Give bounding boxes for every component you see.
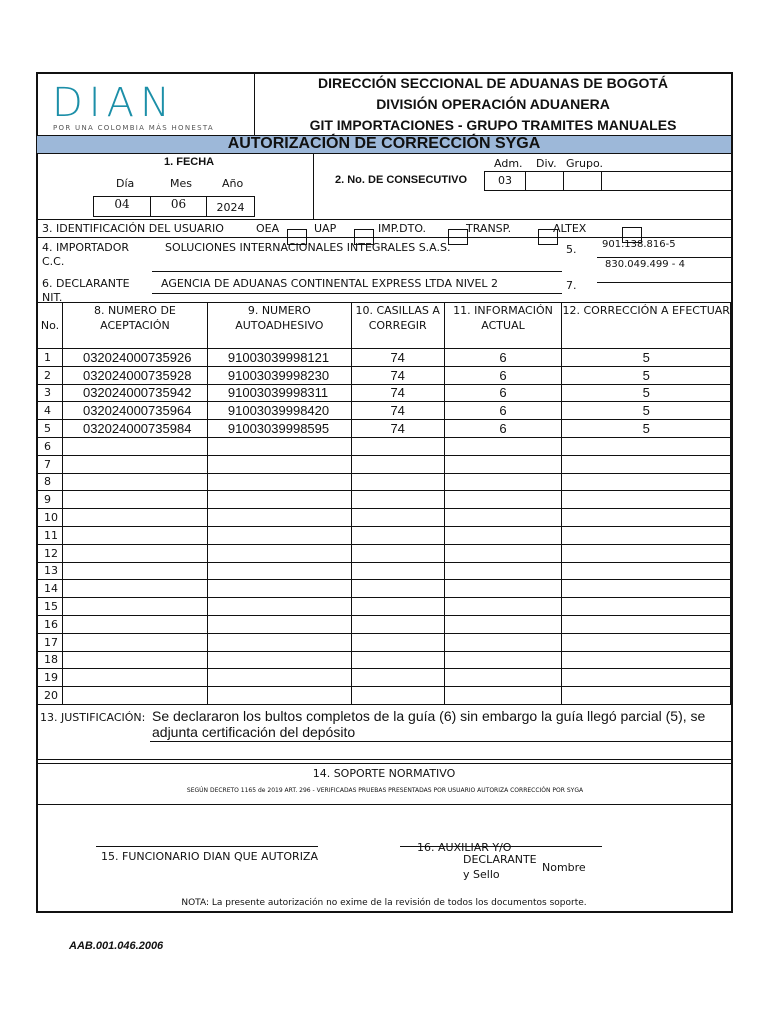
row-number: 9: [38, 491, 63, 509]
correccion[interactable]: [562, 455, 731, 473]
table-row: [38, 651, 731, 669]
funcionario-label: 15. FUNCIONARIO DIAN QUE AUTORIZA: [101, 850, 318, 863]
table-row: [38, 669, 731, 687]
row-number: 19: [38, 669, 63, 687]
correccion[interactable]: [562, 687, 731, 705]
info-actual[interactable]: [444, 544, 562, 562]
logo-area: [36, 72, 255, 135]
numero-aceptacion[interactable]: [62, 473, 207, 491]
declarante-nit: NIT.: [42, 291, 63, 304]
field7-label: 7.: [566, 279, 577, 292]
numero-aceptacion[interactable]: [62, 615, 207, 633]
table-row: [38, 509, 731, 527]
table-row: [38, 544, 731, 562]
table-row: [38, 633, 731, 651]
fecha-label: 1. FECHA: [164, 156, 215, 168]
numero-aceptacion[interactable]: [62, 598, 207, 616]
row-number: 5: [38, 420, 63, 438]
underline: [152, 293, 562, 294]
declarante-value: AGENCIA DE ADUANAS CONTINENTAL EXPRESS LTDA NIVEL 2: [161, 277, 499, 290]
correccion[interactable]: [562, 509, 731, 527]
ano-field[interactable]: 2024: [206, 196, 255, 217]
info-actual[interactable]: [444, 598, 562, 616]
table-row: [38, 402, 731, 420]
mes-field[interactable]: 06: [150, 196, 207, 217]
importador-value: SOLUCIONES INTERNACIONALES INTEGRALES S.A.S.: [165, 241, 451, 254]
numero-autoadhesivo[interactable]: [207, 615, 351, 633]
row-number: 7: [38, 455, 63, 473]
numero-autoadhesivo[interactable]: [207, 651, 351, 669]
divider: [37, 237, 731, 238]
field5-label: 5.: [566, 243, 577, 256]
numero-autoadhesivo[interactable]: [207, 509, 351, 527]
header-line1: DIRECCIÓN SECCIONAL DE ADUANAS DE BOGOTÁ: [317, 75, 669, 91]
numero-autoadhesivo[interactable]: 91003039998595: [207, 420, 351, 438]
correccion[interactable]: 5: [562, 349, 731, 367]
divider: [37, 763, 731, 764]
numero-autoadhesivo[interactable]: 91003039998420: [207, 402, 351, 420]
importador-cc: C.C.: [42, 255, 65, 268]
numero-autoadhesivo[interactable]: [207, 544, 351, 562]
col-autoadhesivo: 9. NUMERO AUTOADHESIVO: [207, 303, 351, 349]
casillas[interactable]: [351, 633, 444, 651]
col-correccion: 12. CORRECCIÓN A EFECTUAR: [562, 303, 731, 349]
numero-autoadhesivo[interactable]: [207, 473, 351, 491]
footer-code: AAB.001.046.2006: [69, 940, 164, 952]
info-actual[interactable]: 6: [444, 366, 562, 384]
correccion[interactable]: [562, 544, 731, 562]
table-row: [38, 526, 731, 544]
correccion[interactable]: [562, 473, 731, 491]
sello-label: y Sello: [463, 868, 500, 881]
auxiliar-label: 16. AUXILIAR Y/O: [417, 841, 512, 854]
row-number: 8: [38, 473, 63, 491]
form-title: AUTORIZACIÓN DE CORRECCIÓN SYGA: [37, 135, 731, 154]
justificacion-line2[interactable]: adjunta certificación del depósito: [152, 724, 356, 740]
numero-aceptacion[interactable]: 032024000735964: [62, 402, 207, 420]
table-row: [38, 615, 731, 633]
info-actual[interactable]: [444, 580, 562, 598]
row-number: 12: [38, 544, 63, 562]
numero-autoadhesivo[interactable]: [207, 526, 351, 544]
consecutivo-field[interactable]: [601, 171, 733, 191]
casillas[interactable]: [351, 651, 444, 669]
numero-aceptacion[interactable]: [62, 651, 207, 669]
casillas[interactable]: [351, 615, 444, 633]
info-actual[interactable]: [444, 491, 562, 509]
table-row: [38, 349, 731, 367]
casillas[interactable]: [351, 509, 444, 527]
table-row: [38, 598, 731, 616]
info-actual[interactable]: [444, 455, 562, 473]
table-row: [38, 420, 731, 438]
table-row: [38, 491, 731, 509]
dia-field[interactable]: 04: [93, 196, 151, 217]
numero-aceptacion[interactable]: [62, 633, 207, 651]
casillas[interactable]: 74: [351, 384, 444, 402]
numero-aceptacion[interactable]: 032024000735928: [62, 366, 207, 384]
option-uap: UAP: [314, 222, 337, 235]
logo-tagline: POR UNA COLOMBIA MÁS HONESTA: [53, 124, 214, 132]
soporte-text: SEGÚN DECRETO 1165 de 2019 ART. 296 - VERIFICADAS PRUEBAS PRESENTADAS POR USUARIO AUTORIZA CORRECCIÓN POR SYGA: [186, 787, 584, 794]
info-actual[interactable]: [444, 473, 562, 491]
row-number: 20: [38, 687, 63, 705]
numero-aceptacion[interactable]: [62, 669, 207, 687]
grupo-label: Grupo.: [566, 157, 604, 170]
header-line2: DIVISIÓN OPERACIÓN ADUANERA: [376, 96, 610, 112]
col-no: No.: [38, 303, 63, 349]
info-actual[interactable]: [444, 437, 562, 455]
numero-aceptacion[interactable]: [62, 562, 207, 580]
nombre-label: Nombre: [542, 861, 586, 874]
numero-autoadhesivo[interactable]: [207, 491, 351, 509]
declarante-label: 6. DECLARANTE: [42, 277, 130, 290]
dian-logo: DIAN: [52, 80, 176, 126]
row-number: 16: [38, 615, 63, 633]
casillas[interactable]: 74: [351, 349, 444, 367]
option-oea: OEA: [256, 222, 280, 235]
table-row: [38, 562, 731, 580]
correccion[interactable]: [562, 669, 731, 687]
casillas[interactable]: 74: [351, 420, 444, 438]
divider: [37, 219, 731, 220]
option-impdto: IMP.DTO.: [378, 222, 427, 235]
info-actual[interactable]: [444, 651, 562, 669]
importador-label: 4. IMPORTADOR: [42, 241, 130, 254]
table-row: [38, 473, 731, 491]
underline: [597, 282, 731, 283]
info-actual[interactable]: 6: [444, 420, 562, 438]
adm-label: Adm.: [494, 157, 523, 170]
underline: [152, 271, 562, 272]
casillas[interactable]: [351, 580, 444, 598]
correccion[interactable]: [562, 651, 731, 669]
numero-aceptacion[interactable]: 032024000735942: [62, 384, 207, 402]
info-actual[interactable]: [444, 562, 562, 580]
numero-autoadhesivo[interactable]: [207, 455, 351, 473]
corrections-table: [37, 302, 731, 705]
row-number: 4: [38, 402, 63, 420]
numero-aceptacion[interactable]: [62, 509, 207, 527]
correccion[interactable]: [562, 437, 731, 455]
row-number: 1: [38, 349, 63, 367]
numero-aceptacion[interactable]: [62, 544, 207, 562]
col-aceptacion: 8. NUMERO DE ACEPTACIÓN: [62, 303, 207, 349]
correccion[interactable]: [562, 598, 731, 616]
correccion[interactable]: 5: [562, 402, 731, 420]
justificacion-label: 13. JUSTIFICACIÓN:: [40, 711, 146, 724]
header-line3: GIT IMPORTACIONES - GRUPO TRAMITES MANUALES: [309, 117, 677, 133]
field7-value: 830.049.499 - 4: [605, 259, 685, 270]
casillas[interactable]: 74: [351, 366, 444, 384]
underline: [597, 257, 731, 258]
numero-aceptacion[interactable]: [62, 526, 207, 544]
info-actual[interactable]: [444, 509, 562, 527]
correccion[interactable]: 5: [562, 384, 731, 402]
row-number: 14: [38, 580, 63, 598]
div-field[interactable]: [525, 171, 564, 191]
div-label: Div.: [536, 157, 557, 170]
row-number: 10: [38, 509, 63, 527]
numero-aceptacion[interactable]: 032024000735926: [62, 349, 207, 367]
correccion[interactable]: [562, 491, 731, 509]
divider: [37, 804, 731, 805]
divider: [313, 153, 314, 219]
correccion[interactable]: [562, 562, 731, 580]
underline: [150, 741, 731, 742]
declarante-sign-label: DECLARANTE: [463, 853, 537, 866]
numero-autoadhesivo[interactable]: [207, 562, 351, 580]
row-number: 2: [38, 366, 63, 384]
casillas[interactable]: [351, 437, 444, 455]
soporte-label: 14. SOPORTE NORMATIVO: [312, 767, 456, 780]
casillas[interactable]: 74: [351, 402, 444, 420]
table-row: [38, 455, 731, 473]
justificacion-line1[interactable]: Se declararon los bultos completos de la guía (6) sin embargo la guía llegó parcial (5), se: [152, 708, 706, 724]
casillas[interactable]: [351, 526, 444, 544]
option-transp: TRANSP.: [466, 222, 512, 235]
casillas[interactable]: [351, 544, 444, 562]
mes-label: Mes: [170, 177, 192, 190]
casillas[interactable]: [351, 598, 444, 616]
row-number: 17: [38, 633, 63, 651]
numero-aceptacion[interactable]: [62, 437, 207, 455]
info-actual[interactable]: [444, 633, 562, 651]
numero-autoadhesivo[interactable]: [207, 580, 351, 598]
table-row: [38, 580, 731, 598]
casillas[interactable]: [351, 473, 444, 491]
table-header: [38, 303, 731, 349]
nota: NOTA: La presente autorización no exime de la revisión de todos los documentos soporte.: [181, 898, 587, 908]
info-actual[interactable]: [444, 615, 562, 633]
adm-field[interactable]: 03: [484, 171, 526, 191]
correccion[interactable]: [562, 633, 731, 651]
info-actual[interactable]: [444, 669, 562, 687]
consecutivo-label: 2. No. DE CONSECUTIVO: [335, 174, 468, 186]
table-row: [38, 366, 731, 384]
casillas[interactable]: [351, 687, 444, 705]
info-actual[interactable]: 6: [444, 384, 562, 402]
casillas[interactable]: [351, 669, 444, 687]
signature-line: [96, 846, 318, 847]
table-row: [38, 687, 731, 705]
numero-autoadhesivo[interactable]: [207, 633, 351, 651]
field5-value: 901.138.816-5: [602, 239, 676, 250]
numero-autoadhesivo[interactable]: [207, 687, 351, 705]
table-row: [38, 384, 731, 402]
info-actual[interactable]: 6: [444, 402, 562, 420]
numero-aceptacion[interactable]: [62, 491, 207, 509]
casillas[interactable]: [351, 455, 444, 473]
numero-aceptacion[interactable]: [62, 580, 207, 598]
grupo-field[interactable]: [563, 171, 602, 191]
correccion[interactable]: 5: [562, 420, 731, 438]
row-number: 13: [38, 562, 63, 580]
correccion[interactable]: [562, 615, 731, 633]
col-info-actual: 11. INFORMACIÓN ACTUAL: [444, 303, 562, 349]
correccion[interactable]: [562, 580, 731, 598]
casillas[interactable]: [351, 491, 444, 509]
numero-autoadhesivo[interactable]: 91003039998230: [207, 366, 351, 384]
numero-aceptacion[interactable]: 032024000735984: [62, 420, 207, 438]
numero-autoadhesivo[interactable]: 91003039998311: [207, 384, 351, 402]
divider: [37, 759, 731, 760]
numero-autoadhesivo[interactable]: [207, 598, 351, 616]
usuario-label: 3. IDENTIFICACIÓN DEL USUARIO: [42, 222, 224, 235]
numero-aceptacion[interactable]: [62, 687, 207, 705]
info-actual[interactable]: 6: [444, 349, 562, 367]
row-number: 15: [38, 598, 63, 616]
ano-label: Año: [222, 177, 244, 190]
row-number: 3: [38, 384, 63, 402]
row-number: 11: [38, 526, 63, 544]
info-actual[interactable]: [444, 687, 562, 705]
dia-label: Día: [116, 177, 135, 190]
correccion[interactable]: [562, 526, 731, 544]
row-number: 6: [38, 437, 63, 455]
numero-autoadhesivo[interactable]: [207, 669, 351, 687]
table-row: [38, 437, 731, 455]
col-casillas: 10. CASILLAS A CORREGIR: [351, 303, 444, 349]
correccion[interactable]: 5: [562, 366, 731, 384]
info-actual[interactable]: [444, 526, 562, 544]
option-altex: ALTEX: [553, 222, 587, 235]
numero-autoadhesivo[interactable]: [207, 437, 351, 455]
numero-autoadhesivo[interactable]: 91003039998121: [207, 349, 351, 367]
row-number: 18: [38, 651, 63, 669]
numero-aceptacion[interactable]: [62, 455, 207, 473]
casillas[interactable]: [351, 562, 444, 580]
